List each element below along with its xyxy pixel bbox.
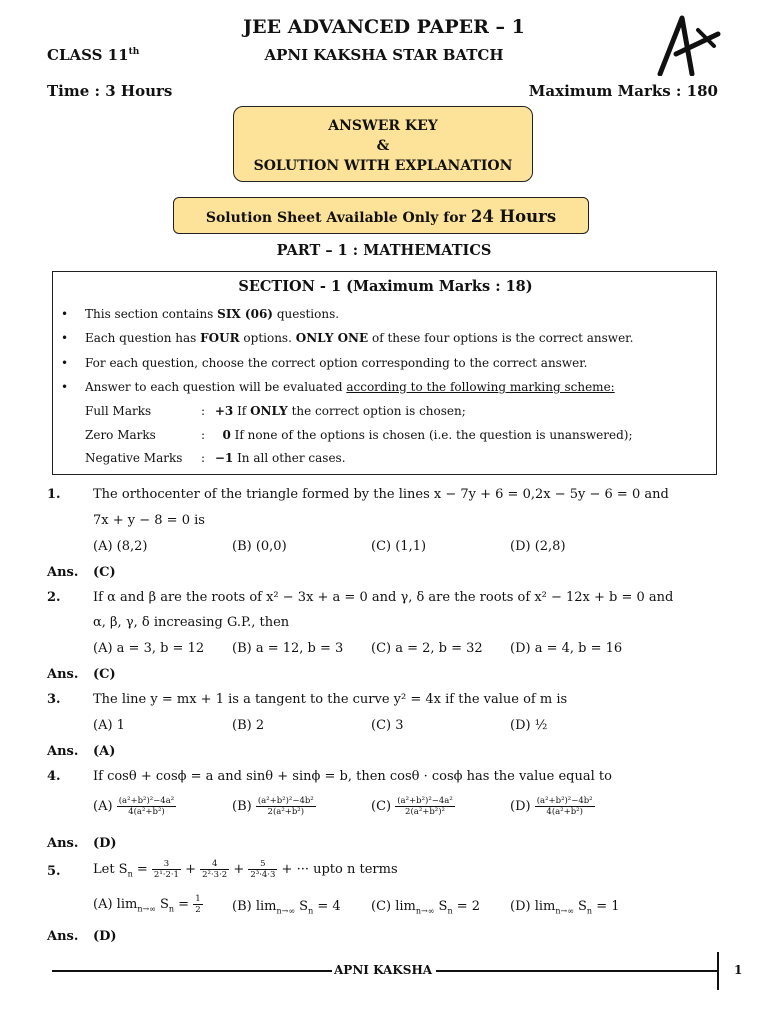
instruction-emphasis: SIX (06) (217, 307, 273, 321)
section-title: SECTION - 1 (Maximum Marks : 18) (238, 278, 533, 295)
fraction-numerator: 1 (195, 894, 201, 904)
page-number: 1 (734, 963, 743, 977)
limit-subscript: n→∞ (555, 906, 574, 916)
marking-value: 0 (222, 428, 231, 442)
sheet-text: Solution Sheet Available Only for (205, 210, 466, 226)
question-number: 3. (47, 692, 61, 707)
option-b: (B) 2 (232, 718, 265, 733)
bullet-icon: • (61, 331, 69, 345)
limit-text: S (573, 899, 587, 914)
marking-row-zero: Zero Marks : 0 If none of the options is chosen (i.e. the question is unanswered); (85, 428, 633, 442)
limit-value: = 1 (592, 899, 620, 914)
class-superscript: th (128, 47, 140, 57)
option-fraction (117, 796, 177, 817)
option-d (510, 899, 620, 916)
solution-sheet-banner (173, 197, 589, 234)
marking-value: −1 (214, 451, 234, 465)
answer-value: (A) (93, 744, 116, 759)
option-c (371, 899, 480, 916)
instruction-bullet (61, 380, 615, 394)
answer-label: Ans. (47, 667, 79, 682)
limit-text: S (434, 899, 448, 914)
option-d: (D) (2,8) (510, 539, 566, 554)
fraction-numerator: 3 (152, 859, 181, 870)
option-b: (B) a = 12, b = 3 (232, 641, 344, 656)
instruction-text: of these four options is the correct answer. (371, 331, 634, 345)
question-text: The orthocenter of the triangle formed by the lines x − 7y + 6 = 0,2x − 5y − 6 = 0 and (93, 487, 669, 502)
instruction-text: For each question, choose the correct option corresponding to the correct answer. (85, 356, 588, 370)
series-subscript: n (127, 869, 133, 879)
fraction-numerator: 4 (200, 859, 229, 870)
limit-text: (B) lim (232, 899, 277, 914)
fraction-denominator: 4(a²+b²) (128, 807, 165, 817)
instruction-text: questions. (276, 307, 340, 321)
limit-value: = 2 (452, 899, 481, 914)
question-text: If cosθ + cosϕ = a and sinθ + sinϕ = b, then cosθ · cosϕ has the value equal to (93, 769, 612, 784)
instruction-bullet (61, 331, 633, 345)
fraction-denominator: 2²·3·2 (202, 870, 228, 880)
question-text: α, β, γ, δ increasing G.P., then (93, 615, 290, 630)
option-a (93, 796, 176, 817)
option-label: (B) (232, 799, 252, 814)
fraction-numerator: 5 (248, 859, 277, 870)
marking-emphasis: ONLY (250, 404, 288, 418)
option-b: (B) (0,0) (232, 539, 287, 554)
option-c: (C) 3 (371, 718, 404, 733)
option-a (93, 894, 203, 915)
series-term-1 (152, 859, 181, 880)
fraction-denominator: 2 (195, 905, 201, 915)
question-text: Let $S_n$ = $\frac{3}{\text{2¹·2·1}}$ + $\frac{4}{\text{2²·3·2}}$ + $\frac{5}{\text{2³·4·3}}$ + ··· upto n terms (93, 859, 398, 880)
batch-name: APNI KAKSHA STAR BATCH (264, 46, 504, 64)
instruction-text: options. (243, 331, 292, 345)
section-instructions-box (52, 271, 717, 475)
option-label: (D) (510, 799, 531, 814)
sheet-hours: 24 Hours (470, 207, 557, 226)
fraction-denominator: 2¹·2·1 (153, 870, 179, 880)
answer-key-line1: ANSWER KEY (328, 118, 438, 134)
instruction-bullet (61, 307, 339, 321)
fraction-numerator: (a²+b²)²−4b² (257, 796, 314, 806)
answer-value: (C) (93, 667, 116, 682)
question-number: 4. (47, 769, 61, 784)
answer-key-line2: & (376, 138, 390, 154)
answer-key-banner (233, 106, 533, 182)
footer-brand: APNI KAKSHA (334, 963, 433, 977)
limit-subscript: n→∞ (276, 906, 296, 916)
limit-text: (C) lim (371, 899, 416, 914)
question-text: If α and β are the roots of x² − 3x + a = 0 and γ, δ are the roots of x² − 12x + b = 0 and (93, 590, 674, 605)
part-title: PART – 1 : MATHEMATICS (276, 242, 492, 259)
option-fraction (256, 796, 316, 817)
bullet-icon: • (61, 356, 69, 370)
class-text: CLASS 11 (47, 46, 129, 64)
option-a: (A) (8,2) (93, 539, 148, 554)
fraction-denominator: 4(a²+b²) (546, 807, 583, 817)
series-tail: + ··· upto n terms (281, 862, 398, 877)
question-number: 5. (47, 864, 61, 879)
limit-subscript: n→∞ (415, 906, 435, 916)
option-fraction (535, 796, 595, 817)
fraction-numerator: (a²+b²)²−4a² (118, 796, 175, 806)
answer-label: Ans. (47, 744, 79, 759)
option-a: (A) 1 (93, 718, 125, 733)
option-b (232, 796, 316, 817)
answer-value: (D) (93, 929, 117, 944)
answer-key-line3: SOLUTION WITH EXPLANATION (253, 158, 513, 174)
marking-text: In all other cases. (237, 451, 346, 465)
instruction-bullet (61, 356, 587, 370)
instruction-text: This section contains (85, 307, 214, 321)
option-c (371, 796, 455, 817)
time-label: Time : 3 Hours (47, 82, 173, 100)
option-d (510, 796, 595, 817)
limit-subscript: n (168, 904, 175, 914)
fraction-denominator: 2³·4·3 (250, 870, 276, 880)
bullet-icon: • (61, 380, 69, 394)
limit-text: (A) lim (93, 897, 138, 912)
series-term-2 (200, 859, 229, 880)
instruction-text: Each question has (85, 331, 197, 345)
option-d: (D) a = 4, b = 16 (510, 641, 623, 656)
limit-value: = 4 (313, 899, 341, 914)
marking-row-full: Full Marks : +3 If ONLY the correct option is chosen; (85, 404, 466, 418)
answer-value: (C) (93, 565, 116, 580)
fraction-denominator: 2(a²+b²) (267, 807, 305, 817)
marking-text: If (237, 404, 247, 418)
marking-label: Negative Marks (85, 451, 183, 465)
question-number: 1. (47, 487, 61, 502)
series-equals: = (132, 862, 152, 877)
limit-subscript: n (308, 906, 314, 916)
fraction-numerator: (a²+b²)²−4a² (397, 796, 453, 806)
series-term-3 (248, 859, 277, 880)
limit-subscript: n→∞ (137, 904, 156, 914)
apni-kaksha-logo-icon (652, 14, 722, 76)
fraction-denominator: 2(a²+b²)² (405, 807, 445, 817)
option-label: (A) (93, 799, 113, 814)
instruction-underlined: according to the following marking scheme: (346, 380, 615, 394)
answer-value: (D) (93, 836, 117, 851)
paper-title: JEE ADVANCED PAPER – 1 (243, 16, 525, 38)
marking-value: +3 (214, 404, 234, 418)
marking-text: the correct option is chosen; (291, 404, 466, 418)
marking-row-negative: Negative Marks : −1 In all other cases. (85, 451, 346, 465)
instruction-text: Answer to each question will be evaluated (85, 380, 343, 394)
limit-text: (D) lim (510, 899, 556, 914)
footer-rule-right (436, 970, 718, 972)
bullet-icon: • (61, 307, 69, 321)
option-fraction (395, 796, 455, 817)
fraction-numerator: (a²+b²)²−4b² (536, 796, 593, 806)
answer-label: Ans. (47, 836, 79, 851)
question-text: The line y = mx + 1 is a tangent to the curve y² = 4x if the value of m is (93, 692, 568, 707)
limit-subscript: n (447, 906, 453, 916)
option-a: (A) a = 3, b = 12 (93, 641, 205, 656)
marking-label: Zero Marks (85, 428, 156, 442)
instruction-emphasis: ONLY ONE (295, 331, 369, 345)
answer-label: Ans. (47, 929, 79, 944)
option-d: (D) ½ (510, 718, 548, 733)
marking-text: If none of the options is chosen (i.e. the question is unanswered); (234, 428, 633, 442)
question-text: 7x + y − 8 = 0 is (93, 513, 205, 528)
marking-label: Full Marks (85, 404, 152, 418)
question-number: 2. (47, 590, 61, 605)
answer-label: Ans. (47, 565, 79, 580)
footer-rule-left (52, 970, 332, 972)
series-lead: Let S (93, 862, 128, 877)
limit-text: S (155, 897, 169, 912)
option-label: (C) (371, 799, 392, 814)
limit-text: S (295, 899, 309, 914)
max-marks-label: Maximum Marks : 180 (528, 82, 718, 100)
limit-subscript: n (586, 906, 593, 916)
option-fraction (193, 894, 202, 915)
option-b (232, 899, 341, 916)
instruction-emphasis: FOUR (200, 331, 240, 345)
footer-divider (717, 952, 719, 990)
limit-text: = (174, 897, 194, 912)
option-c: (C) a = 2, b = 32 (371, 641, 483, 656)
option-c: (C) (1,1) (371, 539, 427, 554)
